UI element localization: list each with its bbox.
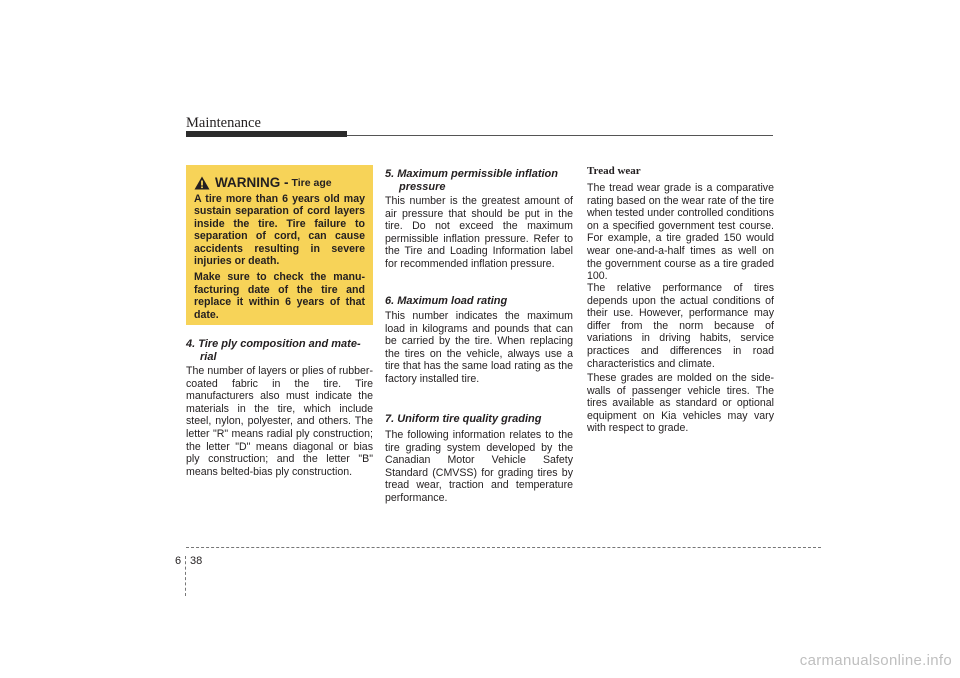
heading-line: 4. Tire ply composition and mate-	[186, 338, 361, 350]
heading-ply-composition	[186, 338, 373, 363]
body-max-inflation: This number is the greatest amount of air pressure that should be put in the tire. Do not exceed the maximum permissible inflation pressure. Refer to the Tire and Loading Information label for recommended inflation pressure.	[385, 195, 573, 270]
warning-paragraph-1: A tire more than 6 years old may sustain separation of cord layers inside the tire. Tire failure to separation of cord, can cause accidents resulting in severe injuries or death.	[194, 193, 365, 268]
body-ply-composition: The number of layers or plies of rubber-coated fabric in the tire. Tire manufacturers also must indicate the materials in the tire, which include steel, nylon, polyester, and others. The letter "R" means radial ply construction; the letter "D" means diagonal or bias ply construction; and the letter "B" means belted-bias ply construction.	[186, 365, 373, 478]
warning-paragraph-2: Make sure to check the manufacturing date of the tire and replace it within 6 years of that date.	[194, 271, 365, 321]
body-tread-wear-2: The relative performance of tires depends upon the actual conditions of their use. However, performance may differ from the norm because of variations in driving habits, service practices and differences in road characteristics and climate.	[587, 282, 774, 370]
warning-box	[186, 165, 373, 325]
body-max-load: This number indicates the maximum load in kilograms and pounds that can be carried by the tire. When replacing the tires on the vehicle, always use a tire that has the same load rating as the factory installed tire.	[385, 310, 573, 385]
watermark-brand: carmanualsonline.info	[799, 652, 952, 669]
heading-line: rial	[200, 350, 217, 363]
page-number: 38	[190, 555, 203, 567]
chapter-number: 6	[175, 555, 182, 567]
body-tread-wear-1: The tread wear grade is a comparative rating based on the wear rate of the tire when tested under controlled conditions on a specified government test course. For example, a tire graded 150 would wear one-and-a-half times as well on the government course as a tire graded 100.	[587, 182, 774, 283]
header-rule-thick	[186, 131, 347, 137]
warning-subject: Tire age	[291, 176, 332, 189]
heading-tread-wear: Tread wear	[587, 165, 641, 177]
footer-vertical-rule	[185, 556, 186, 596]
heading-line: pressure	[399, 180, 446, 193]
header-rule-thin	[347, 135, 773, 136]
heading-line: 5. Maximum permissible inflation	[385, 168, 558, 180]
heading-max-inflation	[385, 168, 573, 193]
footer-rule	[186, 547, 821, 548]
heading-quality-grading: 7. Uniform tire quality grading	[385, 413, 542, 425]
body-quality-grading: The following information relates to the tire grading system developed by the Canadian Motor Vehicle Safety Standard (CMVSS) for grading tires by tread wear, traction and temperature performance.	[385, 429, 573, 504]
section-title: Maintenance	[186, 115, 261, 131]
warning-header	[194, 175, 365, 190]
warning-label: WARNING -	[215, 175, 289, 190]
warning-triangle-icon	[194, 176, 210, 190]
body-tread-wear-3: These grades are molded on the side-walls of passenger vehicle tires. The tires available as standard or optional equipment on Kia vehicles may vary with respect to grade.	[587, 372, 774, 435]
heading-max-load: 6. Maximum load rating	[385, 295, 508, 307]
